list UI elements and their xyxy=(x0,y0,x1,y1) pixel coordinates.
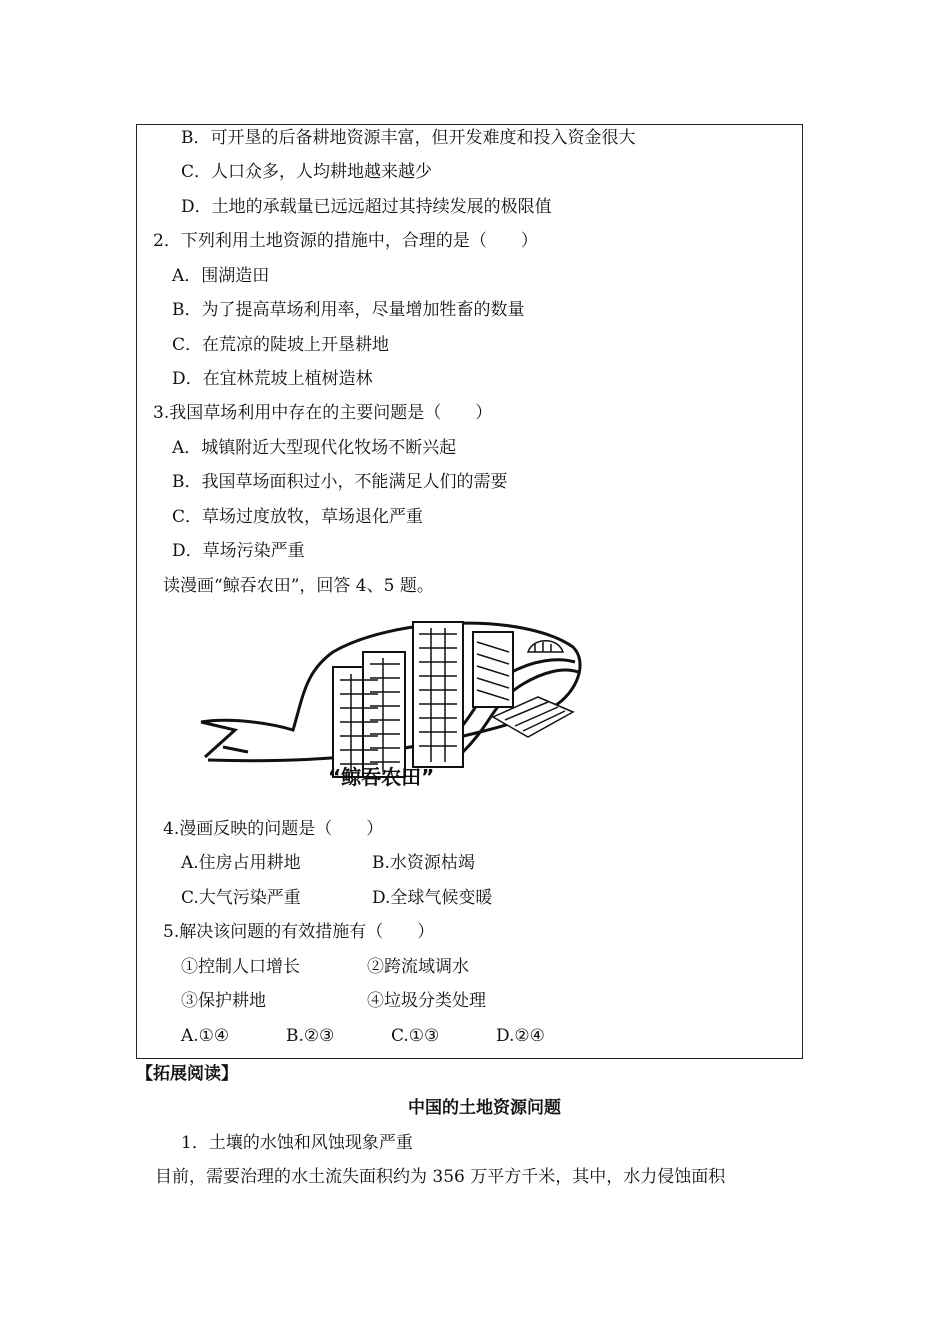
q2-option-b: B．为了提高草场利用率，尽量增加牲畜的数量 xyxy=(172,300,525,320)
extended-reading-title: 中国的土地资源问题 xyxy=(408,1098,561,1118)
q5-measure-1: ①控制人口增长 xyxy=(181,957,300,977)
q3-option-d: D．草场污染严重 xyxy=(172,541,305,561)
question-2: 2．下列利用土地资源的措施中，合理的是（ ） xyxy=(153,231,538,251)
q3-option-b: B．我国草场面积过小，不能满足人们的需要 xyxy=(172,472,508,492)
q5-option-c: C.①③ xyxy=(391,1026,440,1046)
question-3: 3.我国草场利用中存在的主要问题是（ ） xyxy=(153,403,493,423)
q3-option-a: A．城镇附近大型现代化牧场不断兴起 xyxy=(172,438,457,458)
q3-option-c: C．草场过度放牧，草场退化严重 xyxy=(172,507,424,527)
q4-option-d: D.全球气候变暖 xyxy=(372,888,493,908)
q4-option-b: B.水资源枯竭 xyxy=(372,853,475,873)
q5-measure-3: ③保护耕地 xyxy=(181,991,266,1011)
question-5: 5.解决该问题的有效措施有（ ） xyxy=(163,922,435,942)
extended-point-1: 1．土壤的水蚀和风蚀现象严重 xyxy=(181,1133,413,1153)
q5-option-a: A.①④ xyxy=(181,1026,230,1046)
q5-option-d: D.②④ xyxy=(496,1026,545,1046)
q2-option-d: D．在宜林荒坡上植树造林 xyxy=(172,369,373,389)
q2-option-c: C．在荒凉的陡坡上开垦耕地 xyxy=(172,335,390,355)
q4-option-a: A.住房占用耕地 xyxy=(181,853,301,873)
comic-caption: “鲸吞农田” xyxy=(328,765,435,789)
comic-instruction: 读漫画“鲸吞农田”，回答 4、5 题。 xyxy=(163,576,434,596)
q1-option-d: D．土地的承载量已远远超过其持续发展的极限值 xyxy=(181,197,552,217)
q4-option-c: C.大气污染严重 xyxy=(181,888,301,908)
q5-option-b: B.②③ xyxy=(286,1026,335,1046)
extended-reading-heading: 【拓展阅读】 xyxy=(136,1064,238,1084)
question-4: 4.漫画反映的问题是（ ） xyxy=(163,819,384,839)
q1-option-c: C．人口众多，人均耕地越来越少 xyxy=(181,162,433,182)
q5-measure-2: ②跨流域调水 xyxy=(367,957,469,977)
extended-paragraph: 目前，需要治理的水土流失面积约为 356 万平方千米，其中，水力侵蚀面积 xyxy=(155,1167,726,1187)
q5-measure-4: ④垃圾分类处理 xyxy=(367,991,486,1011)
q2-option-a: A．围湖造田 xyxy=(172,266,270,286)
q1-option-b: B．可开垦的后备耕地资源丰富，但开发难度和投入资金很大 xyxy=(181,128,636,148)
